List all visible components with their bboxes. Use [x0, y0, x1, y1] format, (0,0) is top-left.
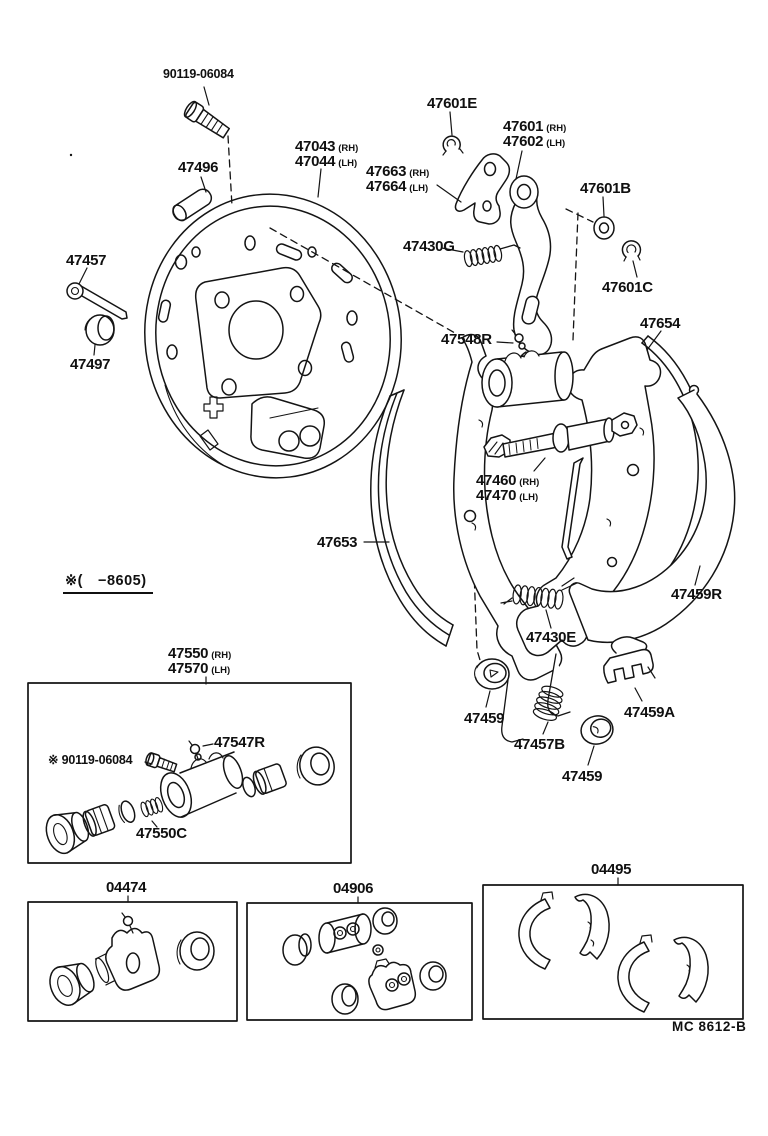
- spring-47430g-icon: [463, 245, 520, 267]
- label-kit-04495: 04495: [591, 861, 632, 878]
- label-47459r: 47459R: [671, 586, 722, 603]
- grommet-47497-icon: [85, 315, 114, 345]
- clip-47601e-icon: [443, 136, 463, 155]
- label-47601c: 47601C: [602, 279, 653, 296]
- label-47043-47044: 47043 (RH) 47044 (LH): [295, 138, 359, 171]
- doc-code: MC 8612-B: [672, 1019, 747, 1034]
- label-kit-bolt: ※ 90119-06084: [48, 753, 133, 767]
- label-47430e: 47430E: [526, 629, 576, 646]
- label-47663-47664: 47663 (RH) 47664 (LH): [366, 163, 430, 196]
- label-47653: 47653: [317, 534, 358, 551]
- label-47550c: 47550C: [136, 825, 187, 842]
- clip-47601c-icon: [622, 241, 640, 261]
- label-bolt-90119: 90119-06084: [163, 67, 234, 81]
- label-47496: 47496: [178, 159, 219, 176]
- cap-47459-icon-1: [475, 659, 509, 689]
- cap-47459-icon-2: [578, 713, 615, 747]
- label-47459-1: 47459: [464, 710, 505, 727]
- label-47430g: 47430G: [403, 238, 455, 255]
- strut-47663-drawing: [455, 154, 509, 224]
- sleeve-47496-icon: [170, 186, 214, 223]
- backing-plate-drawing: [129, 179, 418, 492]
- label-47497: 47497: [70, 356, 111, 373]
- bolt-icon: [182, 100, 231, 141]
- kit-box-04474: [28, 902, 237, 1021]
- label-47654: 47654: [640, 315, 681, 332]
- label-47601-47602: 47601 (RH) 47602 (LH): [503, 118, 567, 151]
- kit-shoe-pair-2: [618, 935, 708, 1012]
- print-dot: [70, 154, 72, 156]
- label-47601e: 47601E: [427, 95, 477, 112]
- lever-47601-drawing: [510, 176, 552, 376]
- kit-box-04495: [483, 885, 743, 1019]
- kit-shoe-pair-1: [519, 892, 609, 969]
- applicability-note: ※( −8605): [63, 574, 153, 594]
- label-47550-47570: 47550 (RH) 47570 (LH): [168, 645, 232, 678]
- label-47460-47470: 47460 (RH) 47470 (LH): [476, 472, 540, 505]
- label-kit-04474: 04474: [106, 879, 147, 896]
- label-kit-04906: 04906: [333, 880, 374, 897]
- kit-box-04906: [247, 903, 472, 1020]
- label-47457b: 47457B: [514, 736, 565, 753]
- clip-47459a-icon: [604, 637, 655, 683]
- label-47459-2: 47459: [562, 768, 603, 785]
- label-47459a: 47459A: [624, 704, 675, 721]
- washer-47601b-icon: [594, 217, 614, 239]
- kit-box-47550: [28, 683, 351, 863]
- pin-47457-icon: [67, 283, 127, 319]
- label-47601b: 47601B: [580, 180, 631, 197]
- label-47547r: 47547R: [214, 734, 265, 751]
- shoe-47653-drawing: [371, 390, 453, 646]
- label-47548r: 47548R: [441, 331, 492, 348]
- label-47457: 47457: [66, 252, 107, 269]
